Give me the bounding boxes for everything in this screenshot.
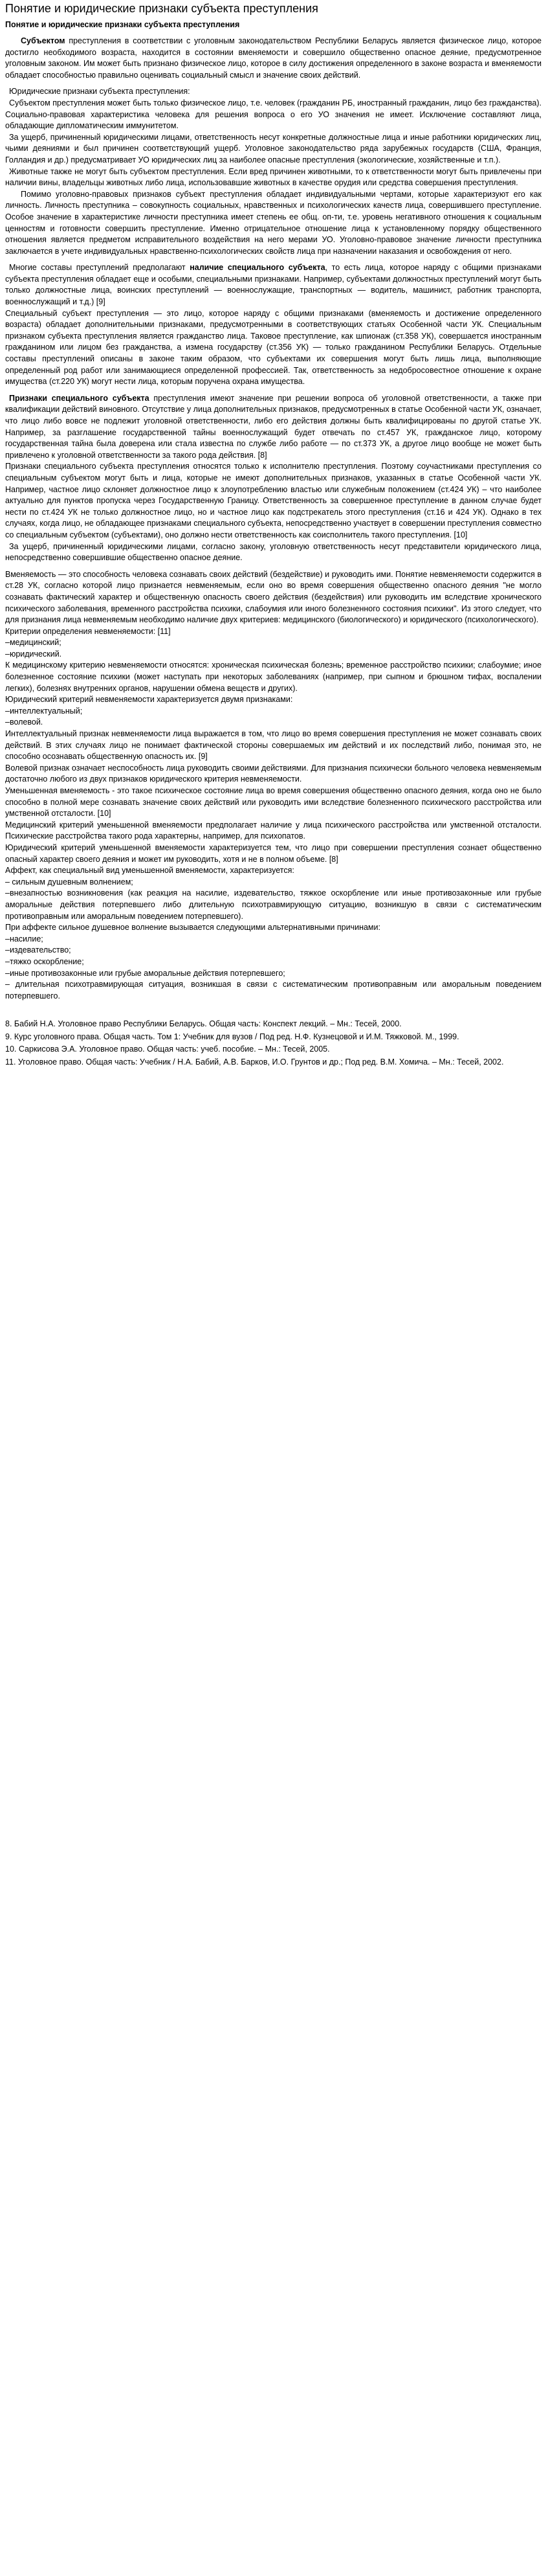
paragraph-text: При аффекте сильное душевное волнение вызывается следующими альтернативными причинами: — [5, 923, 380, 932]
paragraph-text: Интеллектуальный признак невменяемости лица выражается в том, что лицо во время совершения преступления не может сознавать своих действий. В этих случаях лицо не понимает фактической стороны совершаемых им действий и их последствий либо, понимая это, не способно осознавать общественную опасность их. [9] — [5, 729, 542, 762]
paragraph-text: –иные противозаконные или грубые аморальные действия потерпевшего; — [5, 968, 285, 978]
paragraph-text: За ущерб, причиненный юридическими лицами, согласно закону, уголовную ответственность несут представители юридического лица, непосредственно совершившие общественно опасное деяние. — [5, 541, 542, 563]
body-paragraph — [5, 694, 542, 706]
reference-item: 9. Курс уголовного права. Общая часть. Том 1: Учебник для вузов / Под ред. Н.Ф. Кузнецовой и И.М. Тяжковой. М., 1999. — [5, 1032, 459, 1041]
paragraph-text: – длительная психотравмирующая ситуация, возникшая в связи с систематическим противоправным или аморальным поведением потерпевшего. — [5, 980, 542, 1000]
paragraph-lead-term: Признаки специального субъекта — [9, 393, 149, 403]
paragraph-text: преступления имеют значение при решении вопроса об уголовной ответственности, а также при квалификации действий виновного. Отсутствие у лица дополнительных признаков, предусмотренных в статье Особенной части УК, означает, что лицо либо вовсе не подлежит уголовной ответственности, либо его действия должны быть квалифицированы по другой статье УК. Например, за разглашение государственной тайны военнослужащий будет отвечать по ст.457 УК, гражданское лицо, которому государственная тайна была доверена или стала известна по службе либо работе — по ст.373 УК, а другое лицо вообще не может быть привлечено к уголовной ответственности за такого рода действия. [8] — [5, 393, 542, 460]
paragraph-text: –насилие; — [5, 934, 43, 943]
body-paragraph — [5, 393, 542, 462]
body-paragraph — [5, 922, 542, 934]
paragraph-text: Помимо уголовно-правовых признаков субъект преступления обладает индивидуальными чертами, которые характеризуют его как личность. Личность преступника – совокупность социальных, нравственных и психологических качеств лица, совершившего преступление. Особое значение в характеристике личности преступника имеет степень ее общ. оп-ти, т.е. уровень негативного отношения к социальным ценностям и готовности совершить преступление. Именно отрицательное отношение лица к установленному порядку общественного отношения является предметом исправительного воздействия на него мерами УО. Уголовно-правовое значение личности преступника заключается в учете индивидуальных нравственно-психологических свойств лица при назначении наказания и освобождения от него. — [5, 189, 542, 256]
paragraph-text: – сильным душевным волнением; — [5, 877, 133, 887]
paragraph-text: Многие составы преступлений предполагают — [9, 263, 190, 273]
body-paragraph — [5, 717, 542, 729]
body-paragraph — [5, 763, 542, 785]
paragraph-text: –интеллектуальный; — [5, 706, 83, 716]
body-paragraph — [5, 888, 542, 922]
body-paragraph — [5, 945, 542, 956]
body-paragraph — [5, 785, 542, 820]
body-paragraph — [5, 308, 542, 388]
body-paragraph — [5, 461, 542, 541]
article-heading: Понятие и юридические признаки субъекта преступления — [5, 20, 240, 29]
body-paragraph — [5, 842, 542, 865]
references-list — [5, 1019, 542, 1068]
reference-item: 11. Уголовное право. Общая часть: Учебник / Н.А. Бабий, А.В. Барков, И.О. Грунтов и др.; Под ред. В.М. Хомича. – Мн.: Тесей, 2002. — [5, 1057, 504, 1067]
paragraph-text: Волевой признак означает неспособность лица руководить своими действиями. Для признания психически больного человека невменяемым достаточно любого из двух признаков юридического критерия невменяемости. — [5, 763, 542, 784]
reference-item: 10. Саркисова Э.А. Уголовное право. Общая часть: учеб. пособие. – Мн.: Тесей, 2005. — [5, 1045, 330, 1054]
paragraph-text: –волевой. — [5, 717, 43, 727]
paragraph-text: Медицинский критерий уменьшенной вменяемости предполагает наличие у лица психического расстройства или умственной отсталости. Психические расстройства такого рода характерны, например, для психопатов. — [5, 820, 542, 841]
body-paragraph — [5, 877, 542, 888]
body-paragraph — [5, 729, 542, 763]
body-paragraph — [5, 956, 542, 968]
page-title: Понятие и юридические признаки субъекта преступления — [5, 2, 318, 15]
paragraph-text: Признаки специального субъекта преступления относятся только к исполнителю преступления. Поэтому соучастниками преступления со специальным субъектом могут быть и лица, которые не имеют дополнительных признаков, указанных в статье Особенной части УК. Например, частное лицо склоняет должностное лицо к злоупотреблению властью или служебным положением (ст.424 УК) – что наиболее актуально для пунктов пропуска через Государственную Границу. Ответственность за совершенное преступление в данном случае будет нести по ст.424 УК не только должностное лицо, но и частное лицо как подстрекатель этого преступления (ст.16 и 424 УК). Однако в тех случаях, когда лицо, не обладающее признаками специального субъекта, непосредственно участвует в совершении преступления совместно со специальным субъектом (субъектами), оно должно нести ответственность как соисполнитель такого преступления. [10] — [5, 462, 542, 539]
paragraph-text: Животные также не могут быть субъектом преступления. Если вред причинен животными, то к ответственности могут быть привлечены при наличии вины, владельцы животных либо лица, использовавшие животных в качестве орудия или средства совершения преступления. — [5, 166, 542, 188]
body-paragraph — [5, 968, 542, 980]
body-paragraph — [5, 820, 542, 842]
paragraph-text: Критерии определения невменяемости: [11] — [5, 626, 171, 636]
article-body — [5, 36, 542, 1002]
body-paragraph — [5, 649, 542, 661]
paragraph-key-term: наличие специального субъекта — [190, 263, 325, 273]
reference-item: 8. Бабий Н.А. Уголовное право Республики Беларусь. Общая часть: Конспект лекций. – Мн.: Тесей, 2000. — [5, 1019, 402, 1029]
paragraph-text: Аффект, как специальный вид уменьшенной вменяемости, характеризуется: — [5, 866, 294, 876]
body-paragraph — [5, 637, 542, 649]
body-paragraph — [5, 706, 542, 717]
body-paragraph — [5, 166, 542, 189]
paragraph-text: –издевательство; — [5, 945, 71, 955]
body-paragraph — [5, 132, 542, 166]
paragraph-text: За ущерб, причиненный юридическими лицами, ответственность несут конкретные должностные лица и иные работники юридических лиц, чьими деяниями и был причинен соответствующий ущерб. Уголовное законодательство ряда зарубежных государств (США, Франция, Голландия и др.) предусматривает УО юридических лиц за наиболее опасные преступления (экологические, хозяйственные и т.п.). — [5, 132, 542, 164]
paragraph-lead-term: Субъектом — [21, 36, 65, 45]
paragraph-text: –внезапностью возникновения (как реакция на насилие, издевательство, тяжкое оскорбление или иные противозаконные или грубые аморальные действия потерпевшего либо длительную психотравмирующую ситуацию, возникшую в связи с систематическим противоправным или аморальным поведением потерпевшего). — [5, 888, 542, 921]
paragraph-text: Юридический критерий невменяемости характеризуется двумя признаками: — [5, 695, 293, 705]
body-paragraph — [5, 36, 542, 81]
paragraph-text: Уменьшенная вменяемость - это такое психическое состояние лица во время совершения общественно опасного деяния, когда оно не было способно в полной мере сознавать значение своих действий или руководить ими вследствие болезненного психического расстройства или умственной отсталости. [10] — [5, 786, 542, 819]
paragraph-text-tail: , то есть лица, которое наряду с общими признаками субъекта преступления обладает еще и особыми, специальными признаками. Например, субъектами должностных преступлений могут быть только должностные лица, воинских преступлений — военнослужащие, транспортных — водитель, машинист, работник транспорта, военнослужащий и т.д.) [9] — [5, 263, 542, 307]
body-paragraph — [5, 262, 542, 308]
body-paragraph — [5, 189, 542, 258]
body-paragraph — [5, 660, 542, 694]
body-paragraph — [5, 934, 542, 945]
document-page — [0, 0, 548, 1083]
body-paragraph — [5, 979, 542, 1002]
paragraph-text: –юридический. — [5, 649, 62, 659]
body-paragraph — [5, 541, 542, 564]
body-paragraph — [5, 865, 542, 877]
paragraph-text: –медицинский; — [5, 638, 61, 648]
body-paragraph — [5, 626, 542, 638]
paragraph-text: –тяжко оскорбление; — [5, 956, 84, 966]
paragraph-text: Специальный субъект преступления — это лицо, которое наряду с общими признаками (вменяемость и достижение определенного возраста) обладает дополнительными признаками, предусмотренными в соответствующих статьях Особенной части УК. Специальным признаком субъекта преступления является гражданство лица. Таковое преступление, как шпионаж (ст.358 УК), совершается иностранным гражданином или лицом без гражданства, а измена государству (ст.356 УК) — только гражданином Республики Беларусь. Отдельные составы преступлений описаны в законе таким образом, что субъектами их совершения могут быть лишь лица, выполняющие определенный род работ или занимающиеся определенной профессией. Так, ответственность за недобросовестное отношение к охране имущества (ст.220 УК) могут нести лица, которым поручена охрана имущества. — [5, 308, 542, 387]
paragraph-text: Юридический критерий уменьшенной вменяемости характеризуется тем, что лицо при совершении преступления сознает общественно опасный характер своего деяния и может им руководить, хотя и не в полном объеме. [8] — [5, 842, 542, 864]
paragraph-text: Юридические признаки субъекта преступления: — [9, 87, 190, 96]
paragraph-text: Субъектом преступления может быть только физическое лицо, т.е. человек (гражданин РБ, иностранный гражданин, лицо без гражданства). Социально-правовая характеристика человека для решения вопроса о его УО значения не имеет. Исключение составляют лица, обладающие дипломатическим иммунитетом. — [5, 98, 542, 131]
body-paragraph — [5, 569, 542, 626]
paragraph-text: преступления в соответствии с уголовным законодательством Республики Беларусь является физическое лицо, которое достигло необходимого возраста, находится в состоянии вменяемости и совершило общественно опасное деяние, предусмотренное уголовным законом. Им может быть признано физическое лицо, которое в силу достижения определенного в законе возраста и вменяемости обладает способностью правильно оценивать социальный смысл и значение своих действий. — [5, 36, 542, 80]
body-paragraph — [5, 98, 542, 132]
paragraph-text: К медицинскому критерию невменяемости относятся: хроническая психическая болезнь; временное расстройство психики; слабоумие; иное болезненное состояние психики (может наступать при некоторых заболеваниях (например, при сыпном и брюшном тифах, воспалении легких), болезнях внутренних органов, нарушении обмена веществ и других). — [5, 661, 542, 693]
paragraph-text: Вменяемость — это способность человека сознавать своих действий (бездействие) и руководить ими. Понятие невменяемости содержится в ст.28 УК, согласно которой лицо признается невменяемым, если оно во время совершения общественно опасного деяния "не могло сознавать фактический характер и общественную опасность своего действия (бездействия) или руководить им вследствие хронического психического заболевания, временного расстройства психики, слабоумия или иного болезненного состояния психики". Из этого следует, что для признания лица невменяемым необходимо наличие двух критериев: медицинского (биологического) и юридического (психологического). — [5, 569, 542, 625]
body-paragraph — [5, 86, 542, 98]
